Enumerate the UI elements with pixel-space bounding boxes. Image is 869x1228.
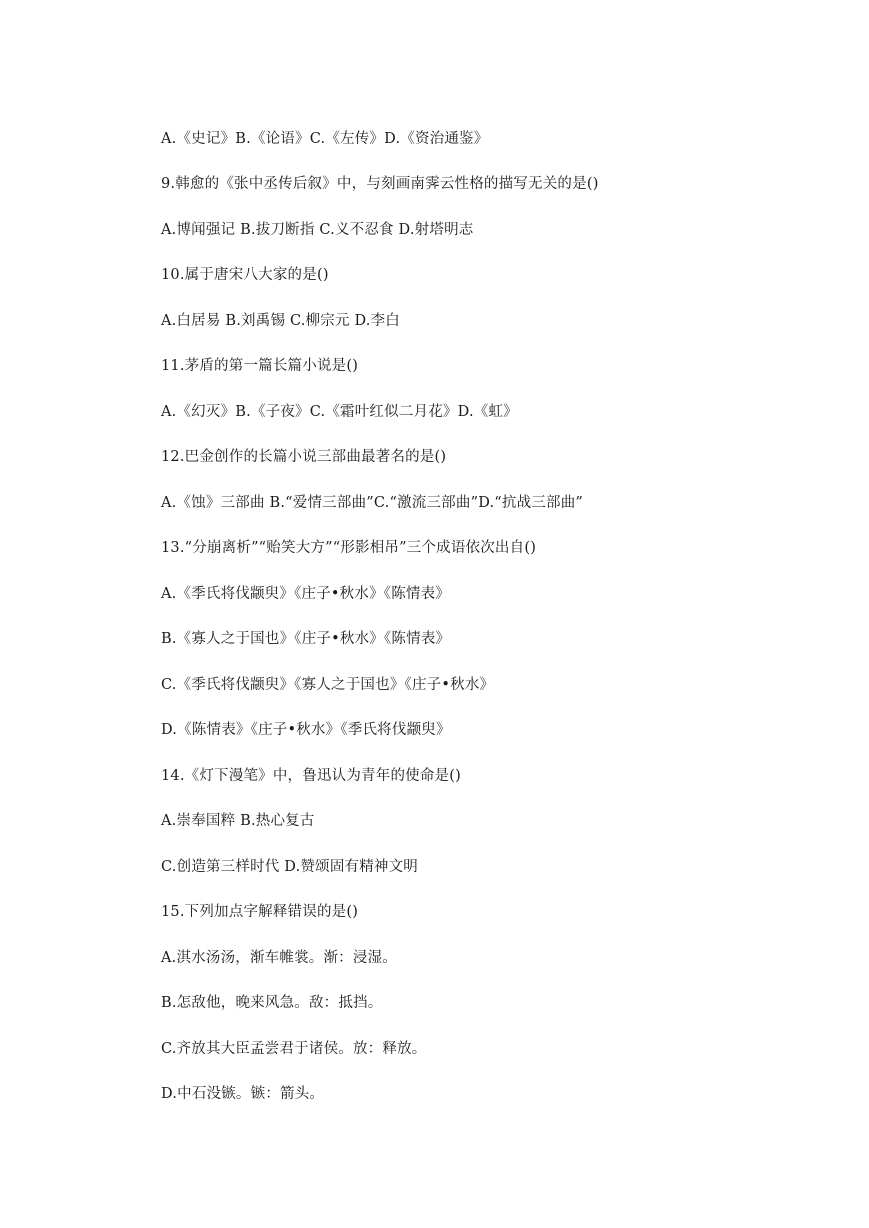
answer-option-q13-a: A.《季氏将伐颛臾》《庄子•秋水》《陈情表》 [161, 586, 451, 602]
answer-option-q15-a: A.淇水汤汤，渐车帷裳。渐：浸湿。 [161, 950, 397, 966]
answer-option-q15-c: C.齐放其大臣孟尝君于诸侯。放：释放。 [161, 1041, 427, 1057]
answer-options-q14-ab: A.崇奉国粹 B.热心复古 [161, 813, 315, 829]
question-14: 14.《灯下漫笔》中，鲁迅认为青年的使命是() [161, 768, 461, 784]
question-13: 13.“分崩离析”“贻笑大方”“形影相吊”三个成语依次出自() [161, 540, 537, 556]
answer-option-q15-b: B.怎敌他，晚来风急。敌：抵挡。 [161, 995, 383, 1011]
question-15: 15.下列加点字解释错误的是() [161, 904, 359, 920]
question-10: 10.属于唐宋八大家的是() [161, 267, 329, 283]
answer-options-q14-cd: C.创造第三样时代 D.赞颂固有精神文明 [161, 859, 419, 875]
answer-options-q8: A.《史记》B.《论语》C.《左传》D.《资治通鉴》 [161, 131, 489, 147]
answer-option-q13-c: C.《季氏将伐颛臾》《寡人之于国也》《庄子•秋水》 [161, 677, 495, 693]
answer-option-q13-d: D.《陈情表》《庄子•秋水》《季氏将伐颛臾》 [161, 722, 451, 738]
answer-options-q9: A.博闻强记 B.拔刀断指 C.义不忍食 D.射塔明志 [161, 222, 474, 238]
answer-option-q15-d: D.中石没镞。镞：箭头。 [161, 1086, 325, 1102]
answer-option-q13-b: B.《寡人之于国也》《庄子•秋水》《陈情表》 [161, 631, 451, 647]
answer-options-q11: A.《幻灭》B.《子夜》C.《霜叶红似二月花》D.《虹》 [161, 404, 518, 420]
question-11: 11.茅盾的第一篇长篇小说是() [161, 358, 359, 374]
question-12: 12.巴金创作的长篇小说三部曲最著名的是() [161, 449, 447, 465]
answer-options-q10: A.白居易 B.刘禹锡 C.柳宗元 D.李白 [161, 313, 400, 329]
answer-options-q12: A.《蚀》三部曲 B.“爱情三部曲”C.“激流三部曲”D.“抗战三部曲” [161, 495, 584, 511]
question-9: 9.韩愈的《张中丞传后叙》中，与刻画南霁云性格的描写无关的是() [161, 176, 599, 192]
